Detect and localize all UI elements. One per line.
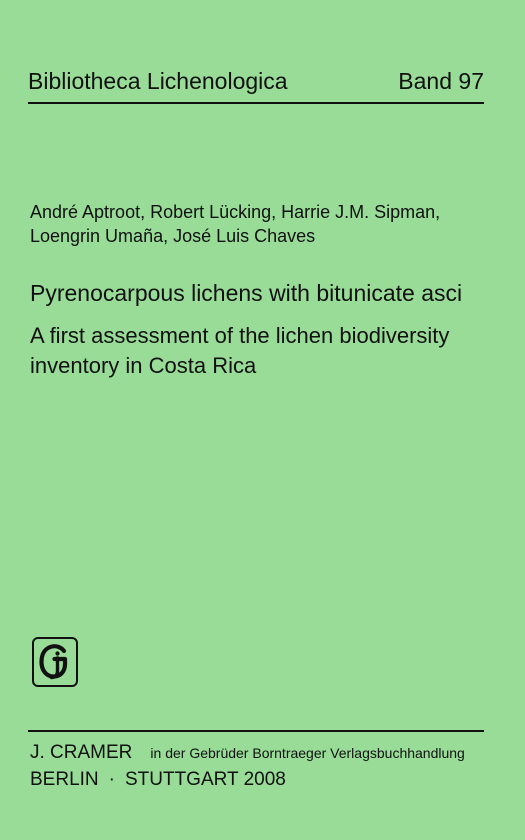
subtitle-line-2: inventory in Costa Rica [30, 353, 257, 378]
publisher-monogram-icon [32, 637, 78, 687]
publisher-line-2 [30, 769, 500, 791]
publication-year: 2008 [243, 769, 286, 790]
authors-line-2: Loengrin Umaña, José Luis Chaves [30, 226, 316, 246]
book-title: Pyrenocarpous lichens with bitunicate asci [30, 280, 463, 306]
publisher-imprint: in der Gebrüder Borntraeger Verlagsbuchhandlung [150, 745, 465, 761]
publisher-city-berlin: BERLIN [30, 769, 99, 790]
bottom-divider [28, 730, 484, 732]
publisher-name: J. CRAMER [30, 742, 133, 763]
series-header [28, 68, 484, 95]
subtitle-line-1: A first assessment of the lichen biodiversity [30, 323, 450, 348]
monogram-glyph [37, 642, 73, 682]
book-subtitle [30, 321, 500, 381]
authors-line-1: André Aptroot, Robert Lücking, Harrie J.M. Sipman, [30, 202, 441, 222]
publisher-city-stuttgart: STUTTGART [124, 769, 239, 790]
top-divider [28, 102, 484, 104]
city-separator: · [108, 769, 115, 790]
volume-number: Band 97 [398, 68, 484, 94]
series-title: Bibliotheca Lichenologica [28, 68, 288, 94]
authors-block [30, 200, 490, 248]
publisher-line-1 [30, 742, 500, 764]
